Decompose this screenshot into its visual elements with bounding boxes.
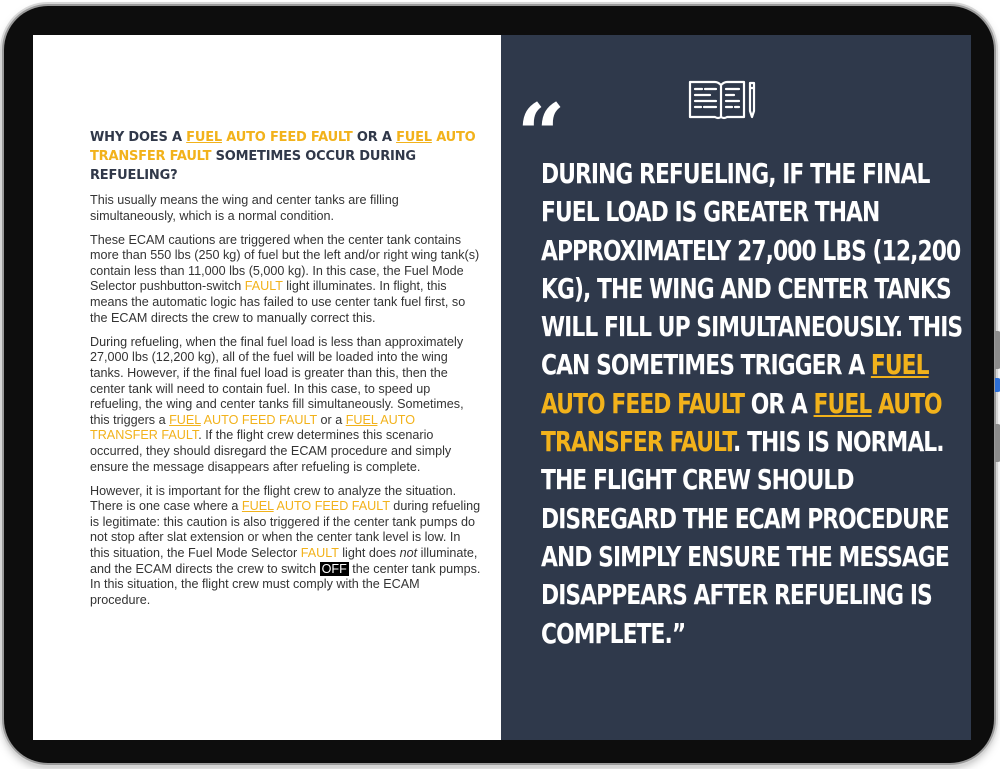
paragraph-1: This usually means the wing and center tanks are filling simultaneously, which is a normal condition. (90, 193, 399, 223)
heading-text: WHY DOES A (90, 130, 187, 145)
heading-fuel-highlight: FUEL (396, 130, 432, 145)
article-heading (90, 128, 490, 185)
auto-feed-fault-highlight: AUTO FEED FAULT (273, 499, 390, 514)
fuel-highlight: FUEL (169, 412, 201, 427)
quote-fuel-highlight: FUEL (870, 348, 929, 382)
quote-auto-feed-fault: AUTO FEED FAULT (541, 386, 745, 420)
paragraph-text: . If the flight crew determines this scenario occurred, they should disregard the ECAM procedure and simply ensure the message disappears after refueling is complete. (90, 428, 452, 474)
article-body (90, 193, 482, 617)
heading-auto-transfer-fault: AUTO TRANSFER FAULT (90, 130, 476, 164)
paragraph-text: light does (338, 545, 400, 560)
volume-up-button (995, 331, 1000, 369)
paragraph-text: light illuminates. In flight, this means the automatic logic has failed to use center tank fuel first, so the ECAM directs the crew to manually correct this. (90, 279, 466, 325)
left-page (33, 35, 501, 740)
paragraph-text: illuminate, and the ECAM directs the crew to switch (90, 545, 478, 576)
paragraph-text: These ECAM cautions are triggered when the center tank contains more than 550 lbs (250 kg) of fuel but the left and/or right wing tank(s) contain less than 11,000 lbs (5,000 kg). In this case, the Fuel Mode Selector pushbutton-switch (90, 232, 480, 294)
auto-transfer-fault-highlight: AUTO TRANSFER FAULT (90, 412, 415, 443)
quote-mark: “ (517, 85, 566, 184)
auto-feed-fault-highlight: AUTO FEED FAULT (200, 412, 317, 427)
quote-text: DURING REFUELING, IF THE FINAL FUEL LOAD IS GREATER THAN APPROXIMATELY 27,000 LBS (12,200 KG), THE WING AND CENTER TANKS WILL FILL UP SIMULTANEOUSLY. THIS CAN SOMETIMES TRIGGER A (541, 157, 963, 382)
paragraph-text: or a (317, 412, 346, 427)
quote-text: . THIS IS NORMAL. THE FLIGHT CREW SHOULD DISREGARD THE ECAM PROCEDURE AND SIMPLY ENSURE THE MESSAGE DISAPPEARS AFTER REFUELING IS COMPLETE.” (541, 425, 949, 650)
quote-panel (501, 35, 971, 740)
paragraph-text: during refueling is legitimate: this caution is also triggered if the center tank pumps do not stop after slat extension or when the center tank level is low. In this situation, the Fuel Mode Selector (90, 499, 481, 560)
fault-highlight: FAULT (300, 545, 339, 560)
quote-text: OR A (744, 386, 814, 420)
heading-text: OR A (352, 130, 397, 145)
heading-auto-feed-fault: AUTO FEED FAULT (221, 130, 353, 145)
paragraph-4 (90, 484, 482, 609)
tablet-screen (33, 35, 971, 740)
fuel-highlight: FUEL (345, 412, 378, 427)
book-pencil-icon (688, 77, 758, 121)
pull-quote (541, 155, 962, 653)
quote-auto-transfer-fault: AUTO TRANSFER FAULT (541, 386, 942, 459)
quote-fuel-highlight: FUEL (813, 386, 872, 420)
side-indicator (995, 378, 1000, 392)
paragraph-2 (90, 233, 482, 327)
volume-down-button (995, 424, 1000, 462)
heading-text: SOMETIMES OCCUR DURING REFUELING? (90, 149, 416, 183)
paragraph-3 (90, 335, 482, 475)
paragraph-text: the center tank pumps. In this situation, the flight crew must comply with the ECAM procedure. (90, 561, 481, 607)
paragraph-text: During refueling, when the final fuel load is less than approximately 27,000 lbs (12,200 kg), all of the fuel will be loaded into the wing tanks. However, if the final fuel load is greater than this, then the center tank will need to contain fuel. In this case, to speed up refueling, the wing and center tanks fill simultaneously. Sometimes, this triggers a (90, 334, 464, 427)
emphasis-not: not (399, 545, 418, 560)
tablet-frame (4, 6, 994, 763)
fault-highlight: FAULT (244, 279, 283, 294)
heading-fuel-highlight: FUEL (186, 130, 222, 145)
fuel-highlight: FUEL (241, 499, 274, 514)
paragraph-text: However, it is important for the flight crew to analyze the situation. There is one case where a (90, 483, 457, 514)
off-badge: OFF (321, 561, 347, 576)
